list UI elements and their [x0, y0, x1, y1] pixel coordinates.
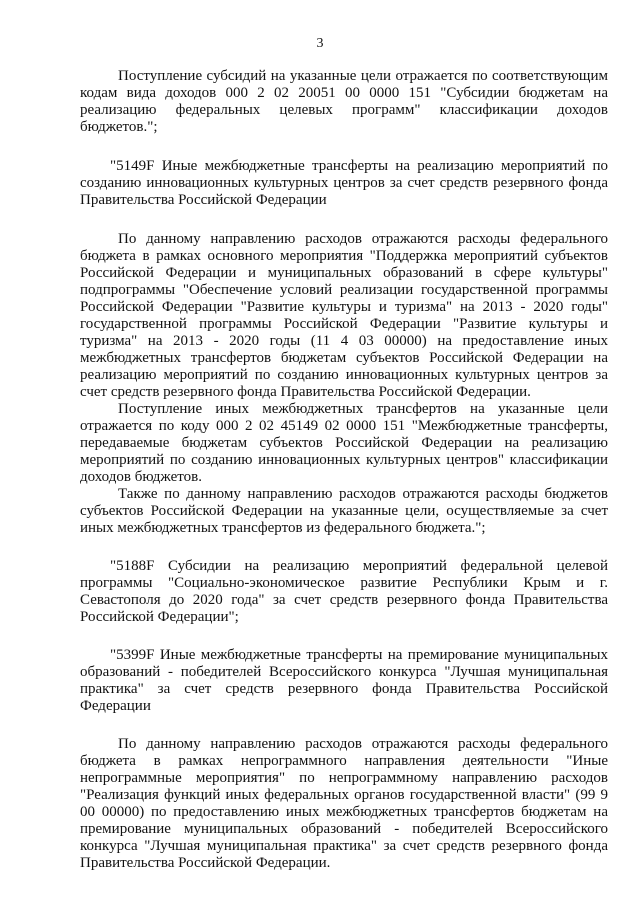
- heading-5188f: "5188F Субсидии на реализацию мероприятий федеральной целевой программы "Социально-экономическое развитие Республики Крым и г. Севастополя до 2020 года" за счет средств резервного фонда Правительства Российской Федерации";: [80, 558, 608, 625]
- paragraph-5149f-receipt: Поступление иных межбюджетных трансфертов на указанные цели отражается по коду 000 2 02 45149 02 0000 151 "Межбюджетные трансферты, передаваемые бюджетам субъектов Российской Федерации на реализацию мероприятий по созданию инновационных культурных центров" классификации доходов бюджетов.: [80, 401, 608, 485]
- paragraph-5399f-description: По данному направлению расходов отражаются расходы федерального бюджета в рамках непрограммного направления деятельности "Иные непрограммные мероприятия" по непрограммному направлению расходов "Реализация функций иных федеральных органов государственной власти" (99 9 00 00000) по предоставлению иных межбюджетных трансфертов бюджетам на премирование муниципальных образований - победителей Всероссийского конкурса "Лучшая муниципальная практика" за счет средств резервного фонда Правительства Российской Федерации.: [80, 736, 608, 871]
- paragraph-subsidy-receipt: Поступление субсидий на указанные цели отражается по соответствующим кодам вида доходов 000 2 02 20051 00 0000 151 "Субсидии бюджетам на реализацию федеральных целевых программ" классификации доходов бюджетов.";: [80, 68, 608, 135]
- paragraph-5149f-regional: Также по данному направлению расходов отражаются расходы бюджетов субъектов Российской Федерации на указанные цели, осуществляемые за счет иных межбюджетных трансфертов из федерального бюджета.";: [80, 486, 608, 536]
- heading-5149f: "5149F Иные межбюджетные трансферты на реализацию мероприятий по созданию инновационных культурных центров за счет средств резервного фонда Правительства Российской Федерации: [80, 158, 608, 208]
- page-number: 3: [316, 36, 324, 51]
- paragraph-5149f-description: По данному направлению расходов отражаются расходы федерального бюджета в рамках основного мероприятия "Поддержка мероприятий субъектов Российской Федерации и муниципальных образований в сфере культуры" подпрограммы "Обеспечение условий реализации государственной программы Российской Федерации "Развитие культуры и туризма" на 2013 - 2020 годы" государственной программы Российской Федерации "Развитие культуры и туризма" на 2013 - 2020 годы (11 4 03 00000) на предоставление иных межбюджетных трансфертов бюджетам субъектов Российской Федерации на реализацию мероприятий по созданию инновационных культурных центров за счет средств резервного фонда Правительства Российской Федерации.: [80, 231, 608, 400]
- heading-5399f: "5399F Иные межбюджетные трансферты на премирование муниципальных образований - победителей Всероссийского конкурса "Лучшая муниципальная практика" за счет средств резервного фонда Правительства Российской Федерации: [80, 647, 608, 714]
- document-body: [80, 68, 608, 872]
